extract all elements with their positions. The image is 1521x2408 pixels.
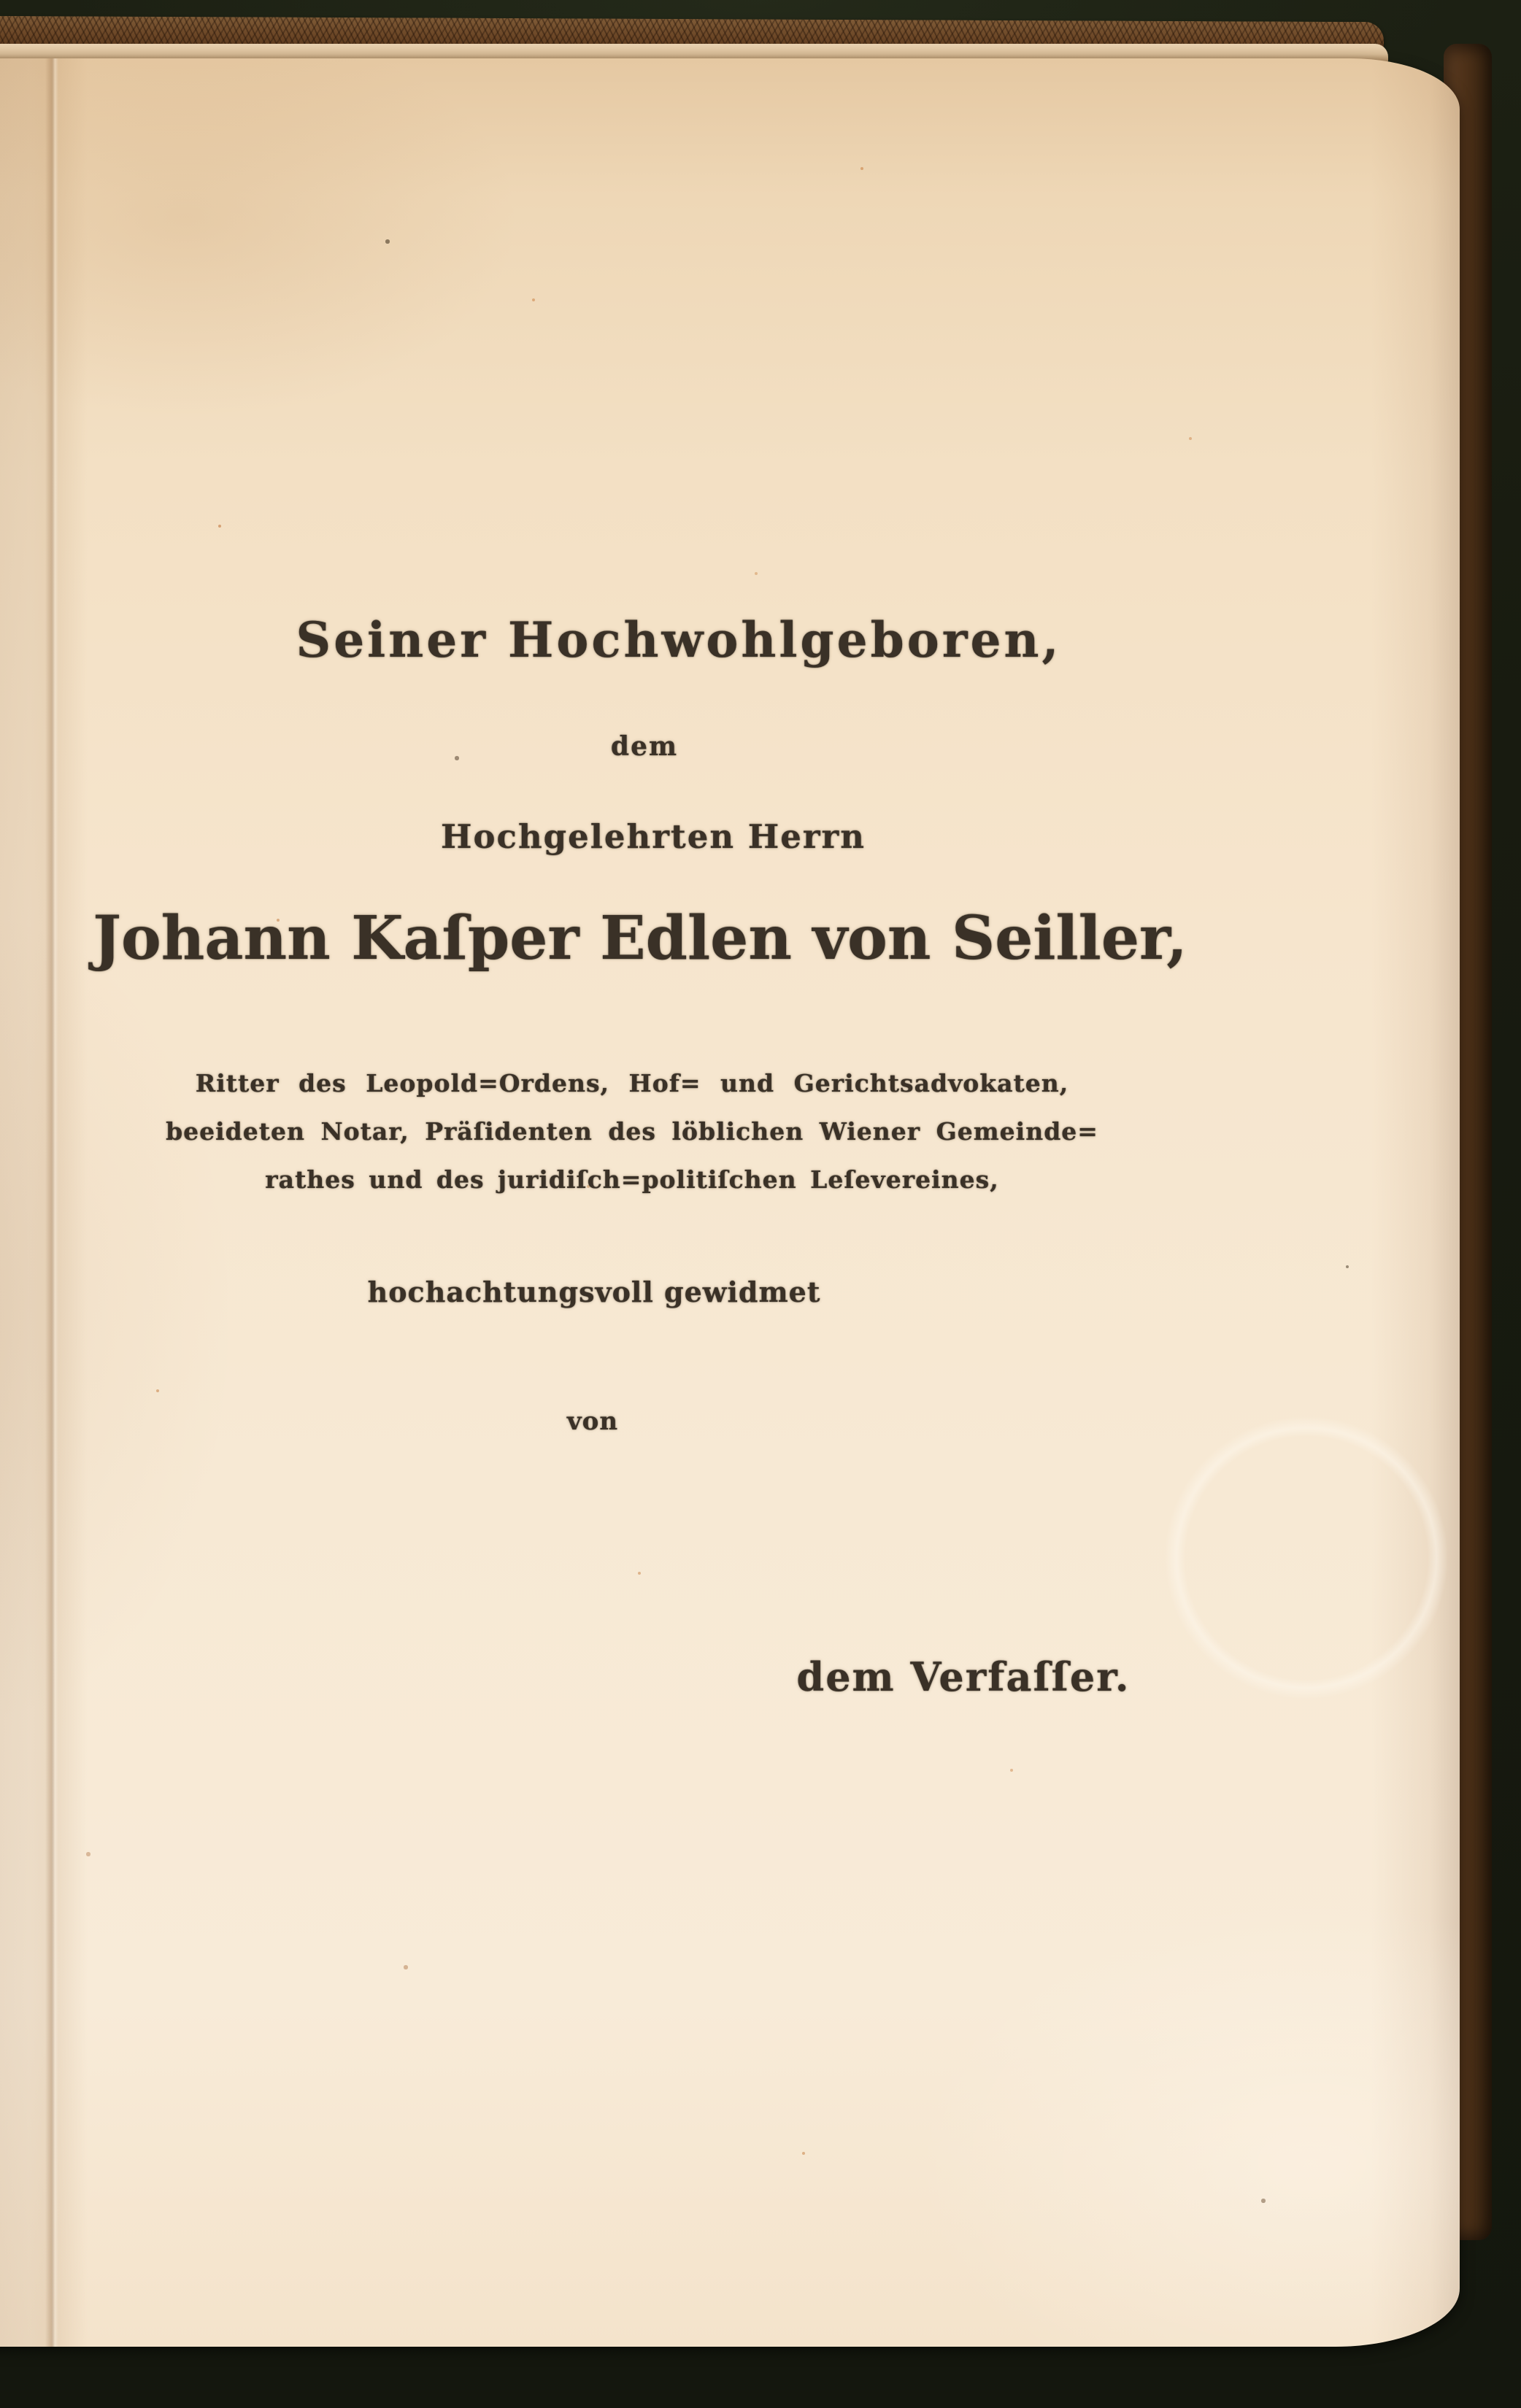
dedication-phrase: hochachtungsvoll gewidmet — [367, 1276, 821, 1308]
dedication-author: dem Verfaſſer. — [796, 1653, 1131, 1700]
recipient-honors-line-1: Ritter des Leopold=Ordens, Hof= und Gerichtsadvokaten, — [195, 1069, 1069, 1097]
recipient-title: Hochgelehrten Herrn — [441, 817, 866, 856]
dedication-preposition: von — [566, 1407, 619, 1436]
dedication-article: dem — [610, 731, 679, 762]
book-page — [0, 58, 1460, 2347]
recipient-name: Johann Kaſper Edlen von Seiller, — [93, 903, 1187, 973]
recipient-honors-line-2: beeideten Notar, Präſidenten des löblichen Wiener Gemeinde= — [166, 1117, 1098, 1146]
page-gutter-crease — [45, 58, 58, 2347]
dedication-honorific: Seiner Hochwohlgeboren, — [296, 611, 1062, 668]
recipient-honors-block — [166, 1060, 1098, 1204]
recipient-honors-line-3: rathes und des juridiſch=politiſchen Leſevereines, — [265, 1165, 999, 1194]
